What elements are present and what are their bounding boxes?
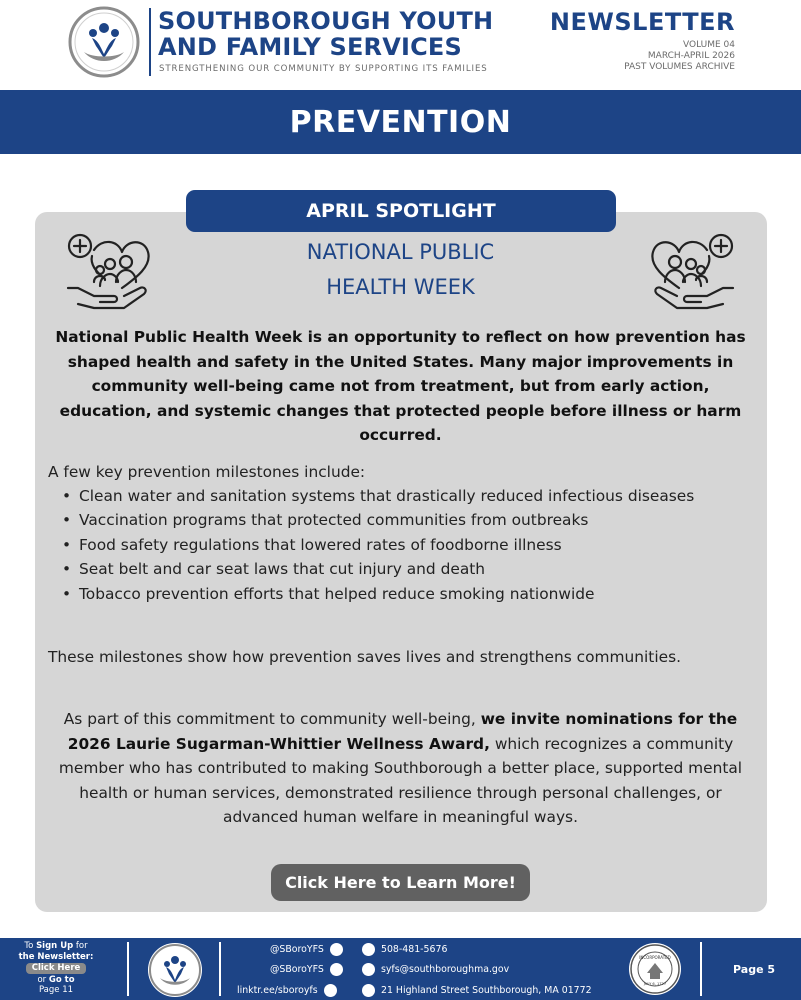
email-address[interactable]: syfs@southboroughma.gov	[381, 963, 510, 975]
section-band	[0, 90, 801, 154]
email-row[interactable]	[356, 961, 509, 977]
list-item: • Tobacco prevention efforts that helped reduce smoking nationwide	[62, 582, 752, 606]
or-text: or	[37, 974, 47, 985]
facebook-handle[interactable]: @SBoroYFS	[270, 963, 324, 975]
org-name-line1: SOUTHBOROUGH YOUTH	[158, 7, 494, 35]
footer-org-logo	[148, 943, 202, 997]
phone-row[interactable]	[356, 941, 447, 957]
invite-text-post: which recognizes a community member who has contributed to making Southborough a better place, supported mental health or human services, demonstrated resilience through personal challenges, or advanced human welfare in meaningful ways.	[58, 734, 743, 826]
milestones-list	[62, 484, 752, 606]
signup-newsletter-text: the Newsletter:	[18, 951, 94, 962]
signup-line2	[14, 952, 98, 963]
newsletter-title: NEWSLETTER	[549, 8, 735, 36]
learn-more-button[interactable]: Click Here to Learn More!	[271, 864, 530, 901]
footer-divider	[700, 942, 702, 996]
milestones-closing: These milestones show how prevention saves lives and strengthens communities.	[48, 648, 681, 666]
signup-for-text: for	[75, 941, 88, 951]
signup-bold-text: Sign Up	[36, 941, 74, 951]
milestones-lead: A few key prevention milestones include:	[48, 463, 366, 481]
newsletter-meta	[624, 40, 735, 73]
list-item: • Clean water and sanitation systems that drastically reduced infectious diseases	[62, 484, 752, 508]
facebook-icon	[330, 963, 343, 976]
org-name	[158, 8, 493, 60]
page-header	[0, 0, 801, 90]
archive-link[interactable]: PAST VOLUMES ARCHIVE	[624, 62, 735, 72]
spotlight-subtitle-line1: NATIONAL PUBLIC	[306, 240, 495, 264]
spotlight-label: APRIL SPOTLIGHT	[186, 190, 616, 232]
org-logo	[68, 6, 140, 78]
linktree-link[interactable]: linktr.ee/sboroyfs	[237, 984, 318, 996]
footer-divider	[127, 942, 129, 996]
volume-label: VOLUME 04	[682, 40, 735, 50]
section-title: PREVENTION	[289, 104, 512, 140]
town-seal	[629, 943, 681, 995]
signup-line1	[14, 941, 98, 952]
signup-click-here-button[interactable]: Click Here	[26, 963, 87, 974]
signup-to-text: To	[24, 941, 34, 951]
go-to-text: Go to	[48, 974, 75, 985]
spotlight-intro: National Public Health Week is an opportunity to reflect on how prevention has shaped health and safety in the United States. Many major improvements in community well-being came not from treatment, but from early action, education, and systemic changes that protected people before illness or harm occurred.	[55, 328, 746, 444]
phone-number[interactable]: 508-481-5676	[381, 943, 448, 955]
linktree-row[interactable]	[237, 982, 343, 998]
list-item: • Food safety regulations that lowered rates of foodborne illness	[62, 533, 752, 557]
seal-date-text: JULY 6, 1727	[643, 982, 667, 986]
heart-hand-health-icon	[64, 232, 156, 312]
award-invitation	[48, 707, 753, 830]
newsletter-signup	[14, 941, 98, 996]
globe-icon	[324, 984, 337, 997]
org-tagline: STRENGTHENING OUR COMMUNITY BY SUPPORTING ITS FAMILIES	[159, 64, 488, 74]
facebook-row[interactable]	[270, 961, 349, 977]
page-number: Page 5	[733, 963, 776, 976]
invite-text-bold: we invite nominations for the 2026 Laurie Sugarman-Whittier Wellness Award,	[67, 710, 738, 753]
street-address: 21 Highland Street Southborough, MA 01772	[381, 984, 592, 996]
instagram-icon	[330, 943, 343, 956]
seal-incorporated-text: INCORPORATED	[639, 955, 671, 960]
phone-icon	[362, 943, 375, 956]
issue-label: MARCH-APRIL 2026	[647, 51, 735, 61]
invite-text-pre: As part of this commitment to community well-being,	[63, 710, 481, 728]
list-item: • Seat belt and car seat laws that cut injury and death	[62, 557, 752, 581]
footer-divider	[219, 942, 221, 996]
list-item: • Vaccination programs that protected communities from outbreaks	[62, 508, 752, 532]
signup-page-ref[interactable]: Page 11	[38, 985, 74, 995]
spotlight-subtitle-line2: HEALTH WEEK	[326, 275, 475, 299]
heart-hand-health-icon-right	[645, 232, 737, 312]
instagram-handle[interactable]: @SBoroYFS	[270, 943, 324, 955]
address-row	[356, 982, 592, 998]
instagram-row[interactable]	[270, 941, 349, 957]
org-name-line2: AND FAMILY SERVICES	[158, 33, 463, 61]
signup-line4	[14, 975, 98, 986]
header-divider	[149, 8, 151, 76]
email-icon	[362, 963, 375, 976]
location-pin-icon	[362, 984, 375, 997]
